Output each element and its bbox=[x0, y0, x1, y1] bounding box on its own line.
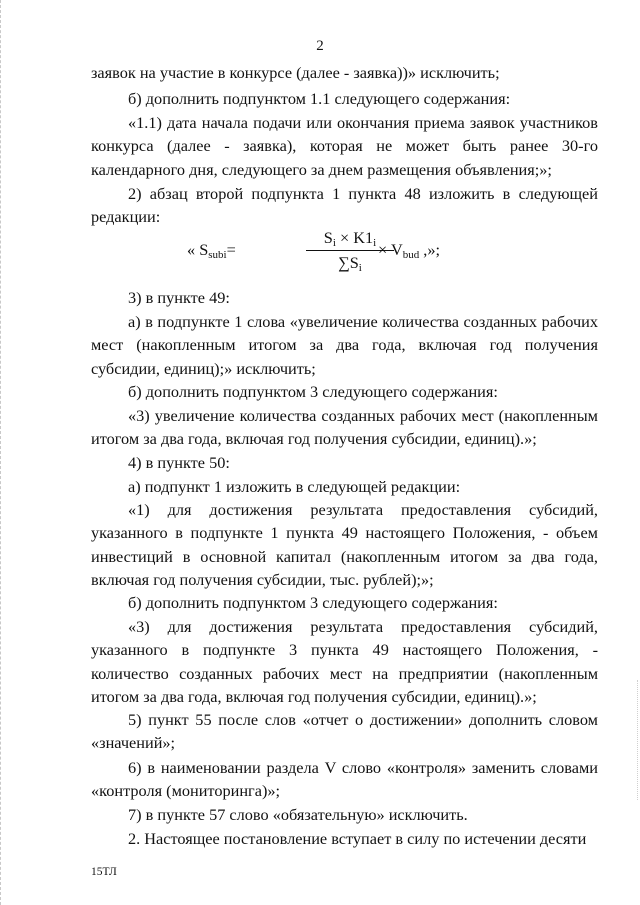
paragraph: 2) абзац второй подпункта 1 пункта 48 изложить в следующей редакции: bbox=[91, 184, 598, 227]
footer-code: 15ТЛ bbox=[91, 866, 117, 878]
paragraph: 3) в пункте 49: bbox=[128, 288, 230, 307]
paragraph: «3) для достижения результата предоставления субсидий, указанного в подпункте 3 пункта 49 настоящего Положения, - количество созданных рабочих мест на предприятии (накопленным итогом за два года, включая год получения субсидии, единиц).»; bbox=[91, 617, 598, 706]
scan-edge-right bbox=[635, 680, 638, 800]
formula-numerator: $S_i \times K1_i$ bbox=[323, 228, 377, 249]
paragraph: б) дополнить подпунктом 1.1 следующего содержания: bbox=[128, 89, 511, 108]
paragraph: б) дополнить подпунктом 3 следующего содержания: bbox=[128, 593, 498, 612]
paragraph: 6) в наименовании раздела V слово «контроля» заменить словами «контроля (мониторинга)»; bbox=[91, 758, 598, 801]
paragraph: б) дополнить подпунктом 3 следующего содержания: bbox=[128, 382, 498, 401]
paragraph: «3) увеличение количества созданных рабочих мест (накопленным итогом за два года, включая год получения субсидии, единиц).»; bbox=[91, 406, 598, 449]
paragraph: а) в подпункте 1 слова «увеличение количества созданных рабочих мест (накопленным итогом за два года, включая год получения субсидии, единиц);» исключить; bbox=[91, 312, 598, 378]
paragraph: заявок на участие в конкурсе (далее - заявка))» исключить; bbox=[91, 63, 500, 82]
paragraph: а) подпункт 1 изложить в следующей редакции: bbox=[128, 477, 461, 496]
paragraph: «1.1) дата начала подачи или окончания приема заявок участников конкурса (далее - заявка), которая не может быть ранее 30-го календарного дня, следующего за днем размещения объявления;»; bbox=[91, 113, 598, 179]
paragraph: 7) в пункте 57 слово «обязательную» исключить. bbox=[128, 805, 468, 824]
page-number: 2 bbox=[316, 38, 324, 54]
paragraph: 4) в пункте 50: bbox=[128, 453, 230, 472]
formula bbox=[0, 227, 640, 277]
paragraph: 5) пункт 55 после слов «отчет о достижении» дополнить словом «значений»; bbox=[91, 710, 598, 753]
formula-lhs: « $S_{subi}=$ bbox=[187, 240, 236, 261]
scan-edge-left bbox=[0, 0, 5, 905]
paragraph: «1) для достижения результата предоставления субсидий, указанного в подпункте 1 пункта 49 настоящего Положения, - объем инвестиций в основной капитал (накопленным итогом за два года, включая год получения субсидии, тыс. рублей);»; bbox=[91, 500, 598, 589]
formula-denominator: $\sum S_i$ bbox=[338, 253, 362, 274]
paragraph: 2. Настоящее постановление вступает в силу по истечении десяти bbox=[128, 829, 587, 848]
formula-rhs: × $V_{bud}$ ,»; bbox=[378, 240, 441, 261]
